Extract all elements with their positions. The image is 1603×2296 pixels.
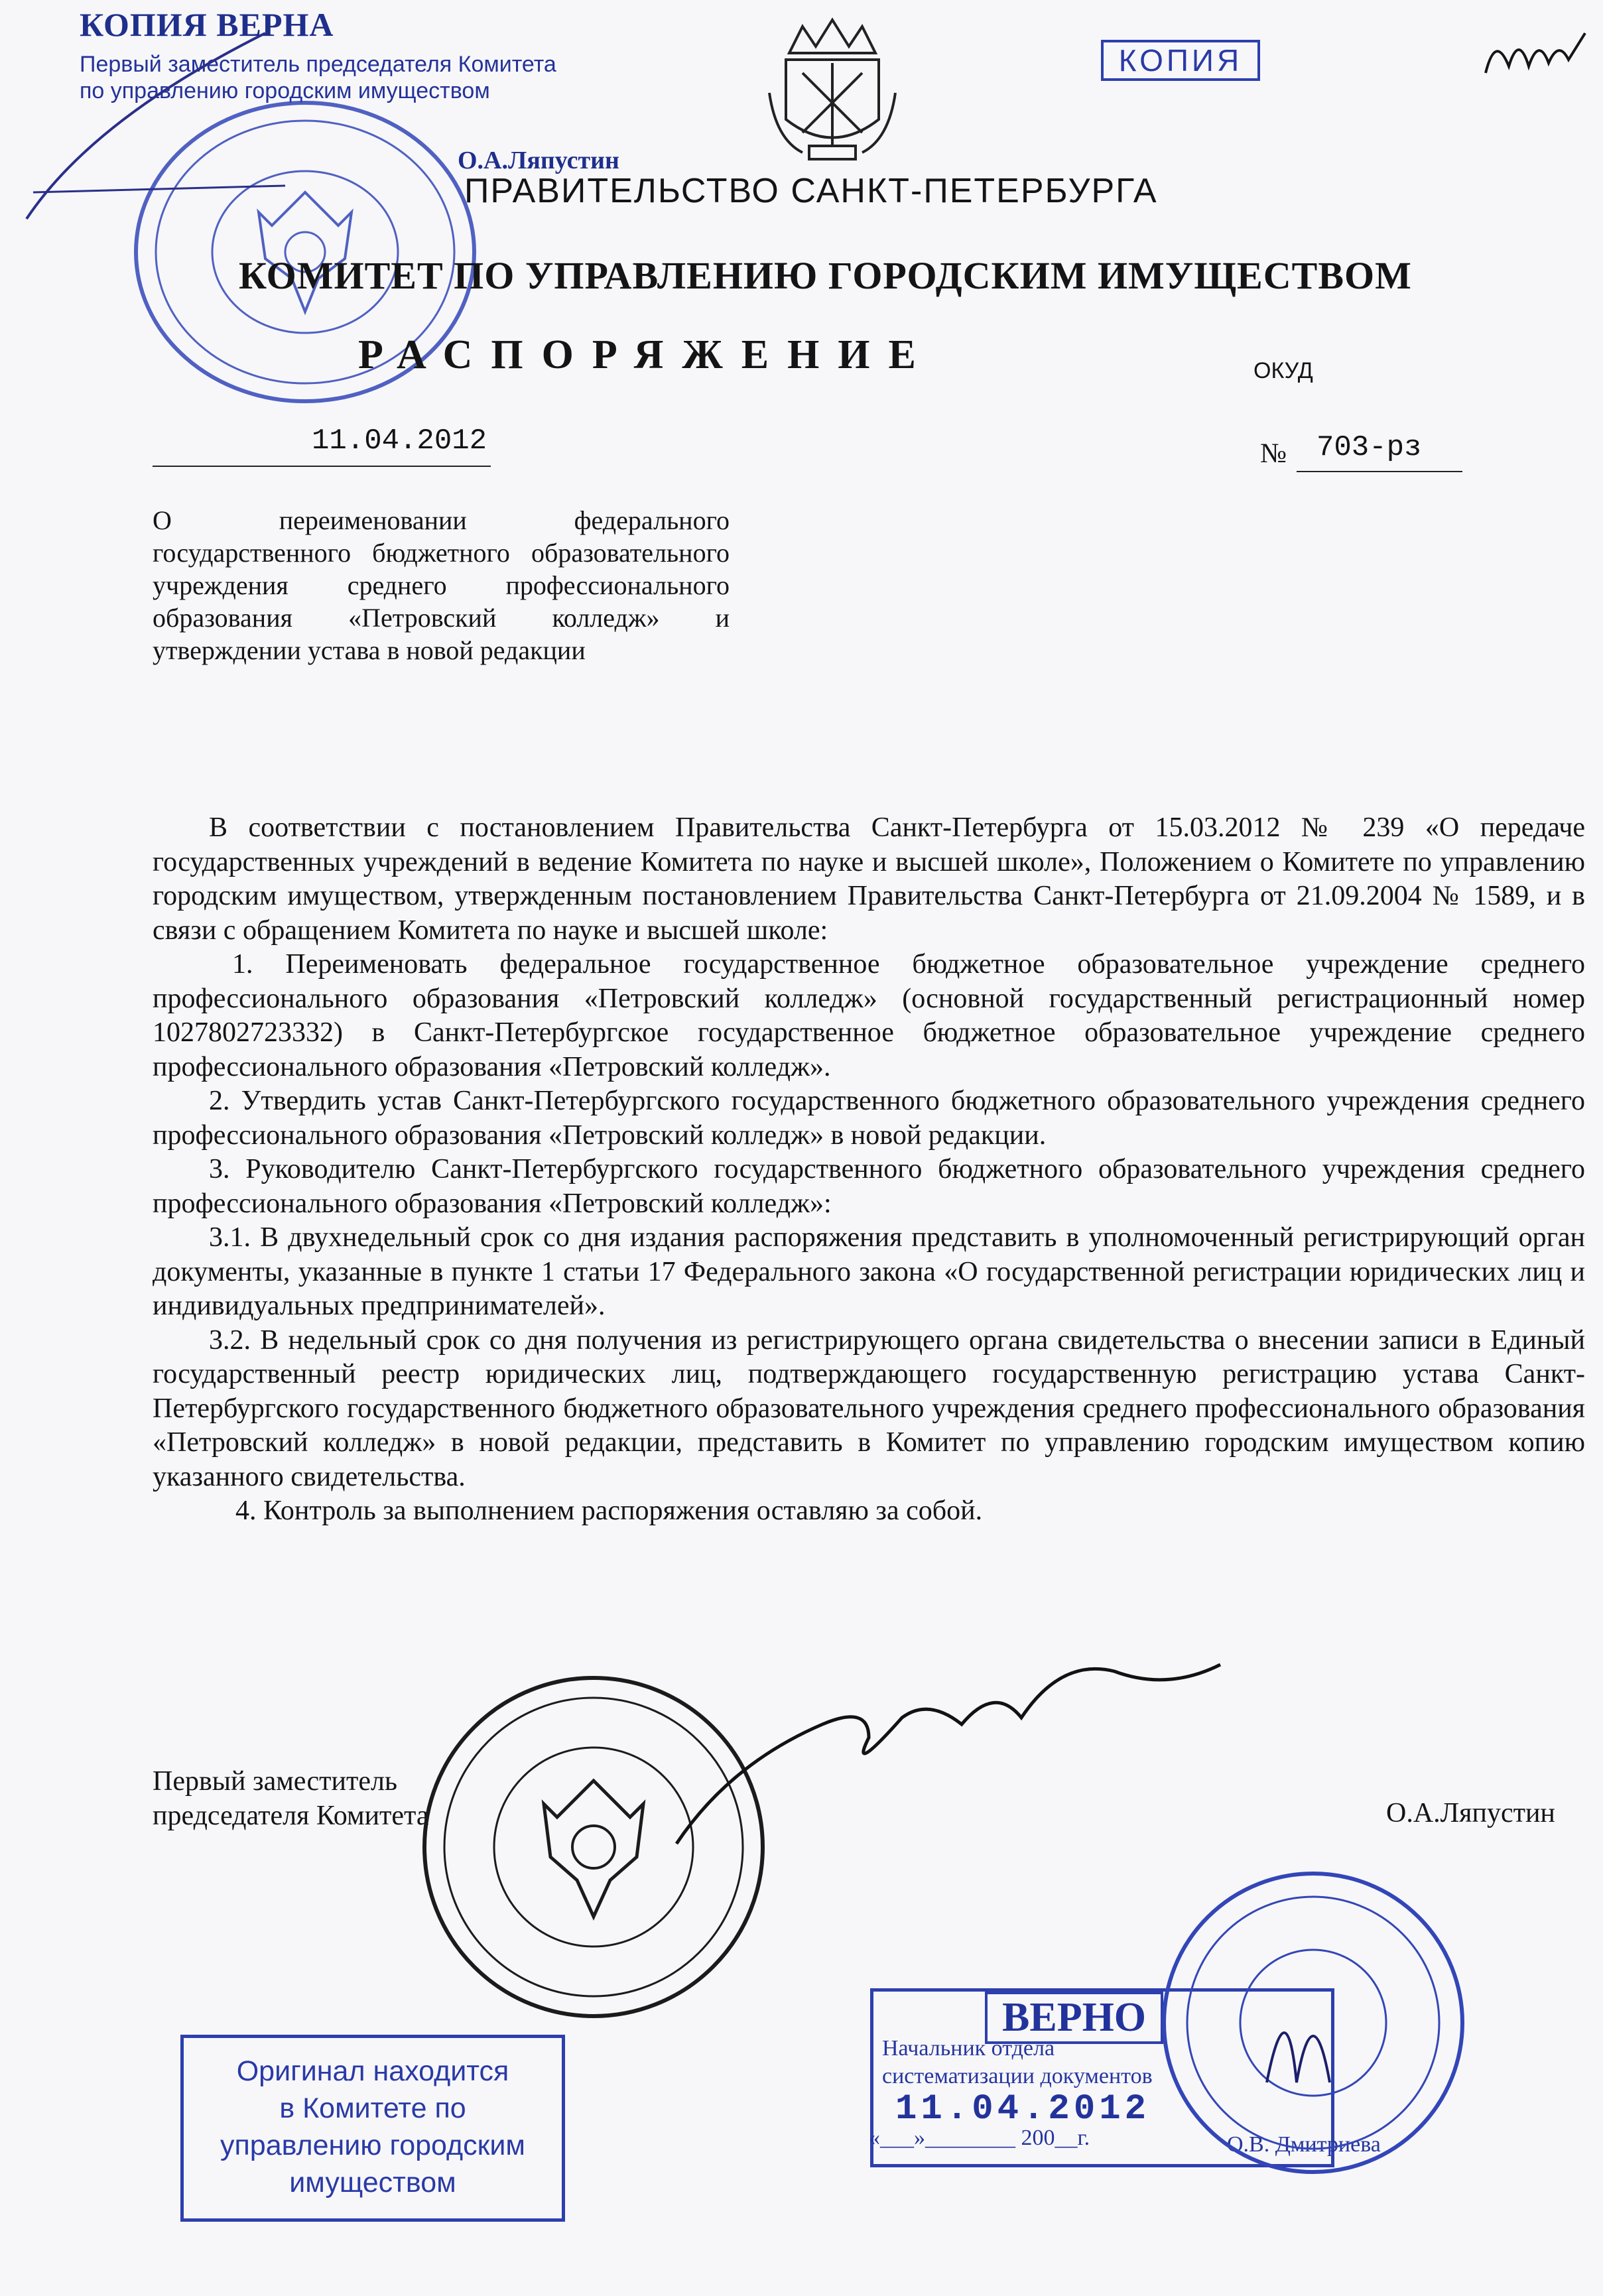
document-number: 703-рз — [1316, 431, 1422, 464]
document-subject: О переименовании федерального государственного бюджетного образовательного учреждения среднего профессионального образования «Петровский колледж» и утверждении устава в новой редакции — [153, 505, 730, 665]
handwritten-stroke — [13, 20, 292, 239]
copy-certified-name: О.А.Ляпустин — [458, 147, 619, 174]
copy-certified-line1: Первый заместитель председателя Комитета — [80, 52, 556, 77]
verno-stamp-title: ВЕРНО — [985, 1992, 1163, 2044]
round-seal-bottom-right — [1154, 1864, 1472, 2182]
committee-title: КОМИТЕТ ПО УПРАВЛЕНИЮ ГОРОДСКИМ ИМУЩЕСТВОМ — [239, 254, 1412, 297]
body-item-3-1: 3.1. В двухнедельный срок со дня издания распоряжения представить в уполномоченный регистрирующий орган документы, указанные в пункте 1 статьи 17 Федерального закона «О государственной регистрации юридических лиц и индивидуальных предпринимателей». — [153, 1222, 1585, 1321]
original-stamp-line1: Оригинал находится — [236, 2055, 509, 2087]
handwritten-signature-main — [650, 1645, 1247, 1864]
handwritten-signature-top-right — [1479, 20, 1592, 93]
okud-label: ОКУД — [1253, 358, 1313, 383]
document-date: 11.04.2012 — [312, 424, 487, 458]
body-item-3: 3. Руководителю Санкт-Петербургского государственного бюджетного образовательного учреждения среднего профессионального образования «Петровский колледж»: — [153, 1154, 1585, 1219]
copy-certified-title: КОПИЯ ВЕРНА — [80, 6, 334, 43]
number-sign: № — [1260, 438, 1287, 469]
verno-stamp-date: 11.04.2012 — [895, 2089, 1151, 2130]
original-stamp-line2: в Комитете по — [279, 2092, 466, 2124]
original-stamp-line3: управлению городским — [220, 2130, 525, 2161]
document-type-title: РАСПОРЯЖЕНИЕ — [358, 332, 934, 377]
copy-stamp: КОПИЯ — [1101, 40, 1260, 81]
original-stamp-line4: имуществом — [289, 2167, 456, 2199]
body-item-1: 1. Переименовать федеральное государственное бюджетное образовательное учреждение среднего профессионального образования «Петровский колледж» (основной государственный регистрационный номер 1027802723332) в Санкт-Петербургское государственное бюджетное образовательное учреждение среднего профессионального образования «Петровский колледж». — [153, 949, 1585, 1082]
verno-stamp-date-template: «___»________ 200__г. — [869, 2126, 1090, 2150]
document-body — [153, 811, 1585, 1529]
body-preamble: В соответствии с постановлением Правительства Санкт-Петербурга от 15.03.2012 № 239 «О передаче государственных учреждений в ведение Комитета по науке и высшей школе», Положением о Комитете по управлению городским имуществом, утвержденным постановлением Правительства Санкт-Петербурга от 21.09.2004 № 1589, и в связи с обращением Комитета по науке и высшей школе: — [153, 812, 1585, 946]
body-item-3-2: 3.2. В недельный срок со дня получения из регистрирующего органа свидетельства о внесении записи в Единый государственный реестр юридических лиц, подтверждающего государственную регистрацию устава Санкт-Петербургского государственного бюджетного образовательного учреждения среднего профессионального образования «Петровский колледж» в новой редакции, представить в Комитет по управлению городским имуществом копию указанного свидетельства. — [153, 1324, 1585, 1492]
verno-stamp-person: О.В. Дмитриева — [1227, 2132, 1381, 2157]
government-title: ПРАВИТЕЛЬСТВО САНКТ-ПЕТЕРБУРГА — [464, 172, 1158, 210]
signature-position-line2: председателя Комитета — [153, 1801, 429, 1831]
verno-stamp-line2: систематизации документов — [882, 2064, 1153, 2088]
signature-name: О.А.Ляпустин — [1386, 1798, 1555, 1828]
verno-stamp-line1: Начальник отдела — [882, 2036, 1055, 2061]
coat-of-arms-emblem — [763, 13, 902, 166]
original-location-stamp — [180, 2035, 565, 2222]
body-item-4: 4. Контроль за выполнением распоряжения оставляю за собой. — [235, 1496, 983, 1526]
signature-position — [153, 1764, 429, 1833]
copy-certified-line2: по управлению городским имуществом — [80, 78, 490, 103]
signature-position-line1: Первый заместитель — [153, 1766, 398, 1797]
body-item-2: 2. Утвердить устав Санкт-Петербургского государственного бюджетного образовательного учреждения среднего профессионального образования «Петровский колледж» в новой редакции. — [153, 1086, 1585, 1151]
